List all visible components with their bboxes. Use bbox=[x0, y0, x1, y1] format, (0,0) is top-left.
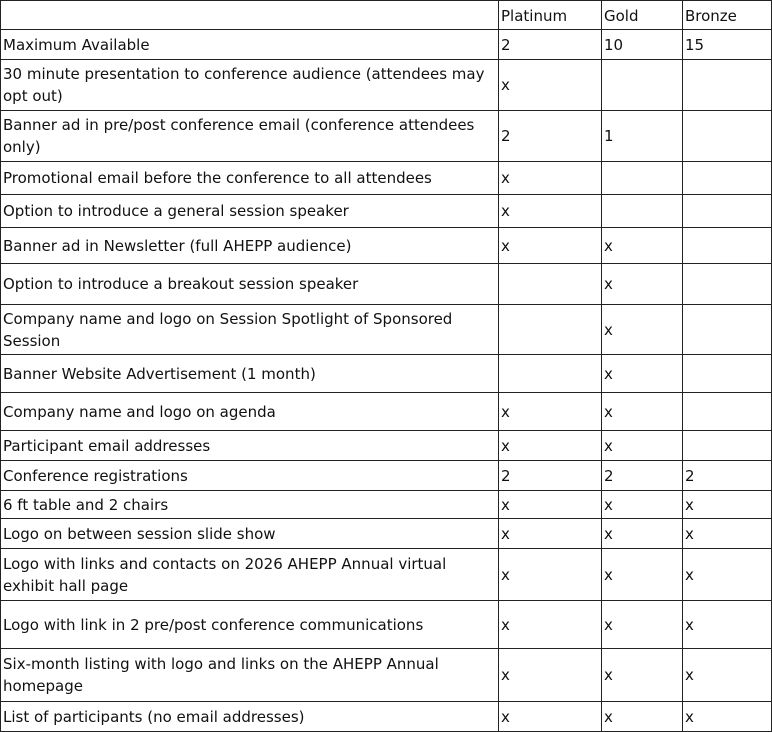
gold-cell: 10 bbox=[602, 30, 683, 60]
platinum-cell bbox=[499, 305, 602, 355]
bronze-cell: x bbox=[683, 601, 772, 649]
feature-cell: Participant email addresses bbox=[1, 431, 499, 461]
table-row bbox=[1, 649, 772, 702]
table-row bbox=[1, 601, 772, 649]
feature-cell: Banner ad in Newsletter (full AHEPP audience) bbox=[1, 228, 499, 264]
table-row bbox=[1, 264, 772, 305]
bronze-cell bbox=[683, 195, 772, 228]
platinum-cell: x bbox=[499, 60, 602, 111]
table-row bbox=[1, 549, 772, 601]
table-row bbox=[1, 393, 772, 431]
platinum-cell: 2 bbox=[499, 111, 602, 162]
table-row bbox=[1, 355, 772, 393]
feature-cell: Maximum Available bbox=[1, 30, 499, 60]
bronze-cell: x bbox=[683, 549, 772, 601]
bronze-cell: 2 bbox=[683, 461, 772, 491]
platinum-cell: x bbox=[499, 393, 602, 431]
header-bronze: Bronze bbox=[683, 1, 772, 30]
header-gold: Gold bbox=[602, 1, 683, 30]
platinum-cell: x bbox=[499, 228, 602, 264]
feature-cell: 6 ft table and 2 chairs bbox=[1, 491, 499, 519]
feature-cell: Six-month listing with logo and links on the AHEPP Annual homepage bbox=[1, 649, 499, 702]
platinum-cell: x bbox=[499, 491, 602, 519]
bronze-cell bbox=[683, 111, 772, 162]
feature-cell: Banner Website Advertisement (1 month) bbox=[1, 355, 499, 393]
bronze-cell: 15 bbox=[683, 30, 772, 60]
platinum-cell bbox=[499, 355, 602, 393]
table-row bbox=[1, 30, 772, 60]
gold-cell: x bbox=[602, 305, 683, 355]
table-row bbox=[1, 228, 772, 264]
feature-cell: List of participants (no email addresses) bbox=[1, 702, 499, 732]
feature-cell: Promotional email before the conference to all attendees bbox=[1, 162, 499, 195]
feature-cell: Option to introduce a general session speaker bbox=[1, 195, 499, 228]
gold-cell: x bbox=[602, 264, 683, 305]
platinum-cell: 2 bbox=[499, 461, 602, 491]
bronze-cell bbox=[683, 431, 772, 461]
table-row bbox=[1, 461, 772, 491]
platinum-cell: x bbox=[499, 702, 602, 732]
platinum-cell: x bbox=[499, 519, 602, 549]
feature-cell: Banner ad in pre/post conference email (conference attendees only) bbox=[1, 111, 499, 162]
gold-cell: x bbox=[602, 601, 683, 649]
platinum-cell: 2 bbox=[499, 30, 602, 60]
table-row bbox=[1, 162, 772, 195]
header-feature-cell bbox=[1, 1, 499, 30]
table-row bbox=[1, 519, 772, 549]
feature-cell: Logo with link in 2 pre/post conference communications bbox=[1, 601, 499, 649]
platinum-cell: x bbox=[499, 162, 602, 195]
table-row bbox=[1, 491, 772, 519]
bronze-cell bbox=[683, 355, 772, 393]
feature-cell: Logo with links and contacts on 2026 AHEPP Annual virtual exhibit hall page bbox=[1, 549, 499, 601]
gold-cell: x bbox=[602, 355, 683, 393]
bronze-cell: x bbox=[683, 649, 772, 702]
bronze-cell: x bbox=[683, 519, 772, 549]
feature-cell: Logo on between session slide show bbox=[1, 519, 499, 549]
bronze-cell bbox=[683, 162, 772, 195]
table-row bbox=[1, 702, 772, 732]
gold-cell: x bbox=[602, 549, 683, 601]
gold-cell: x bbox=[602, 649, 683, 702]
table-row bbox=[1, 431, 772, 461]
bronze-cell bbox=[683, 228, 772, 264]
gold-cell: x bbox=[602, 491, 683, 519]
bronze-cell bbox=[683, 305, 772, 355]
bronze-cell bbox=[683, 393, 772, 431]
bronze-cell bbox=[683, 60, 772, 111]
platinum-cell bbox=[499, 264, 602, 305]
feature-cell: Company name and logo on Session Spotlight of Sponsored Session bbox=[1, 305, 499, 355]
table-row bbox=[1, 60, 772, 111]
table-row bbox=[1, 111, 772, 162]
gold-cell: x bbox=[602, 702, 683, 732]
gold-cell bbox=[602, 195, 683, 228]
feature-cell: Option to introduce a breakout session speaker bbox=[1, 264, 499, 305]
platinum-cell: x bbox=[499, 195, 602, 228]
gold-cell: x bbox=[602, 519, 683, 549]
bronze-cell bbox=[683, 264, 772, 305]
table-row bbox=[1, 195, 772, 228]
feature-cell: Conference registrations bbox=[1, 461, 499, 491]
bronze-cell: x bbox=[683, 702, 772, 732]
gold-cell: 2 bbox=[602, 461, 683, 491]
platinum-cell: x bbox=[499, 601, 602, 649]
platinum-cell: x bbox=[499, 431, 602, 461]
gold-cell: x bbox=[602, 431, 683, 461]
gold-cell: 1 bbox=[602, 111, 683, 162]
header-platinum: Platinum bbox=[499, 1, 602, 30]
gold-cell: x bbox=[602, 228, 683, 264]
header-row bbox=[1, 1, 772, 30]
gold-cell: x bbox=[602, 393, 683, 431]
bronze-cell: x bbox=[683, 491, 772, 519]
feature-cell: 30 minute presentation to conference audience (attendees may opt out) bbox=[1, 60, 499, 111]
platinum-cell: x bbox=[499, 549, 602, 601]
table-row bbox=[1, 305, 772, 355]
feature-cell: Company name and logo on agenda bbox=[1, 393, 499, 431]
gold-cell bbox=[602, 60, 683, 111]
gold-cell bbox=[602, 162, 683, 195]
platinum-cell: x bbox=[499, 649, 602, 702]
